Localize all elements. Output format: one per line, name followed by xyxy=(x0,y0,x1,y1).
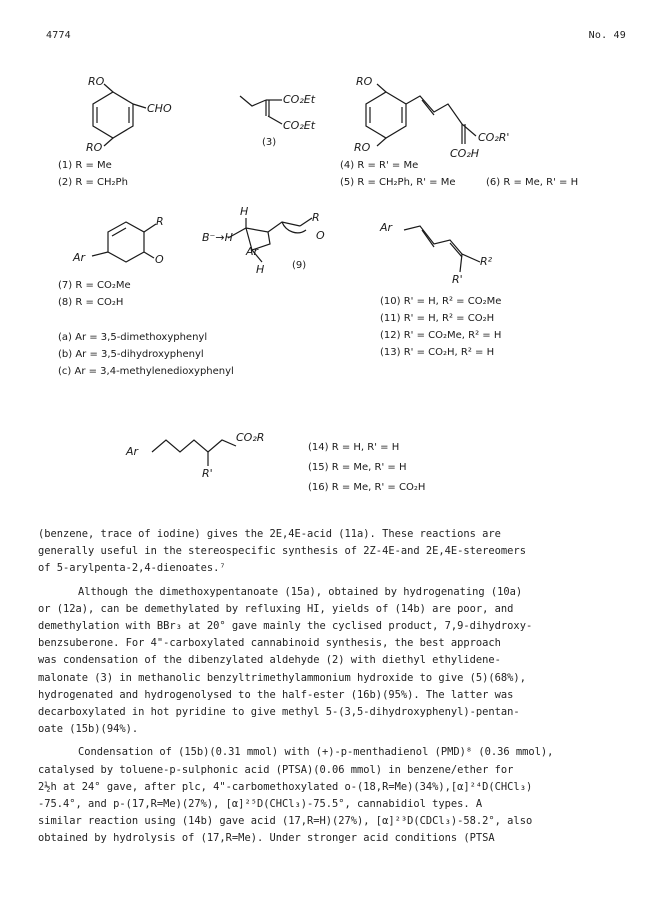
compound-12-label: (12) R' = CO₂Me, R² = H xyxy=(380,330,502,341)
text-line: (benzene, trace of iodine) gives the 2E,4E-acid (11a). These reactions are xyxy=(38,528,501,540)
paragraph-3 xyxy=(38,744,638,847)
h-label-bottom-9: H xyxy=(256,263,265,276)
base-label-9: B⁻→H xyxy=(202,231,233,244)
ar-definition-a: (a) Ar = 3,5-dimethoxyphenyl xyxy=(58,332,208,343)
text-line: generally useful in the stereospecific synthesis of 2Z-4E-and 2E,4E-stereomers xyxy=(38,545,526,558)
paragraph-1 xyxy=(38,526,638,578)
r-label-7: R xyxy=(156,215,164,228)
text-line: similar reaction using (14b) gave acid (17,R=H)(27%), [α]²³D(CDCl₃)-58.2°, also xyxy=(38,815,533,828)
ar-label-10: Ar xyxy=(380,221,393,234)
ro-label-top-4: RO xyxy=(356,75,373,88)
paragraph-2 xyxy=(38,584,638,739)
text-line: demethylation with BBr₃ at 20° gave mainly the cyclised product, 7,9-dihydroxy- xyxy=(38,620,533,633)
ro-label-top-1: RO xyxy=(88,75,105,88)
ro-label-bottom-4: RO xyxy=(354,141,371,154)
compound-9-label: (9) xyxy=(292,260,307,271)
r2-label-10: R² xyxy=(480,255,493,268)
compound-11-label: (11) R' = H, R² = CO₂H xyxy=(380,313,495,324)
cho-label: CHO xyxy=(147,102,172,115)
compound-7-label: (7) R = CO₂Me xyxy=(58,280,131,291)
text-line: -75.4°, and p-(17,R=Me)(27%), [α]²⁵D(CHCl₃)-75.5°, cannabidiol types. A xyxy=(38,798,483,811)
compound-6-label: (6) R = Me, R' = H xyxy=(486,177,579,188)
text-line: Although the dimethoxypentanoate (15a), obtained by hydrogenating (10a) xyxy=(78,585,523,598)
compound-10-label: (10) R' = H, R² = CO₂Me xyxy=(380,296,502,307)
compound-13-label: (13) R' = CO₂H, R² = H xyxy=(380,347,495,358)
r1-label-14: R' xyxy=(202,467,213,480)
co2h-label-4: CO₂H xyxy=(450,147,480,160)
compound-5-label: (5) R = CH₂Ph, R' = Me xyxy=(340,177,456,188)
h-label-top-9: H xyxy=(240,205,249,218)
journal-issue: No. 49 xyxy=(588,30,626,41)
page-number: 4774 xyxy=(46,30,71,41)
text-line: malonate (3) in methanolic benzyltrimethylammonium hydroxide to give (5)(68%), xyxy=(38,671,526,684)
ar-label-14: Ar xyxy=(126,445,139,458)
text-line: or (12a), can be demethylated by refluxing HI, yields of (14b) are poor, and xyxy=(38,602,514,615)
text-line: was condensation of the dibenzylated aldehyde (2) with diethyl ethylidene- xyxy=(38,654,501,667)
co2et-label-top: CO₂Et xyxy=(283,93,316,106)
co2et-label-bottom: CO₂Et xyxy=(283,119,316,132)
text-line: obtained by hydrolysis of (17,R=Me). Under stronger acid conditions (PTSA xyxy=(38,832,495,845)
text-line: catalysed by toluene-p-sulphonic acid (PTSA)(0.06 mmol) in benzene/ether for xyxy=(38,763,514,776)
ar-definition-b: (b) Ar = 3,5-dihydroxyphenyl xyxy=(58,349,204,360)
text-line: decarboxylated in hot pyridine to give methyl 5-(3,5-dihydroxyphenyl)-pentan- xyxy=(38,706,520,719)
co2r-prime-label: CO₂R' xyxy=(478,131,510,144)
r-label-9: R xyxy=(312,211,320,224)
ro-label-bottom-1: RO xyxy=(86,141,103,154)
text-line: oate (15b)(94%). xyxy=(38,723,139,736)
compound-1-label: (1) R = Me xyxy=(58,160,112,171)
compound-15-label: (15) R = Me, R' = H xyxy=(308,462,407,473)
carbonyl-o-label-7: O xyxy=(155,253,164,266)
compound-2-label: (2) R = CH₂Ph xyxy=(58,177,128,188)
compound-8-label: (8) R = CO₂H xyxy=(58,297,124,308)
text-line: of 5-arylpenta-2,4-dienoates.⁷ xyxy=(38,562,226,575)
body-text xyxy=(38,526,638,854)
compound-16-label: (16) R = Me, R' = CO₂H xyxy=(308,482,426,493)
ar-label-7: Ar xyxy=(73,251,86,264)
ar-label-9: Ar xyxy=(246,245,259,258)
r1-label-10: R' xyxy=(452,273,463,286)
o-label-9: O xyxy=(316,229,325,242)
compound-14-label: (14) R = H, R' = H xyxy=(308,442,400,453)
text-line: benzsuberone. For 4"-carboxylated cannabinoid synthesis, the best approach xyxy=(38,637,501,650)
ar-definition-c: (c) Ar = 3,4-methylenedioxyphenyl xyxy=(58,366,234,377)
text-line: hydrogenated and hydrogenolysed to the half-ester (16b)(95%). The latter was xyxy=(38,688,514,701)
co2r-label-14: CO₂R xyxy=(236,431,265,444)
compound-4-label: (4) R = R' = Me xyxy=(340,160,419,171)
text-line: 2½h at 24° gave, after plc, 4"-carbomethoxylated o-(18,R=Me)(34%),[α]²⁴D(CHCl₃) xyxy=(38,780,533,793)
compound-3-label: (3) xyxy=(262,137,277,148)
text-line: Condensation of (15b)(0.31 mmol) with (+)-p-menthadienol (PMD)⁸ (0.36 mmol), xyxy=(78,746,554,759)
